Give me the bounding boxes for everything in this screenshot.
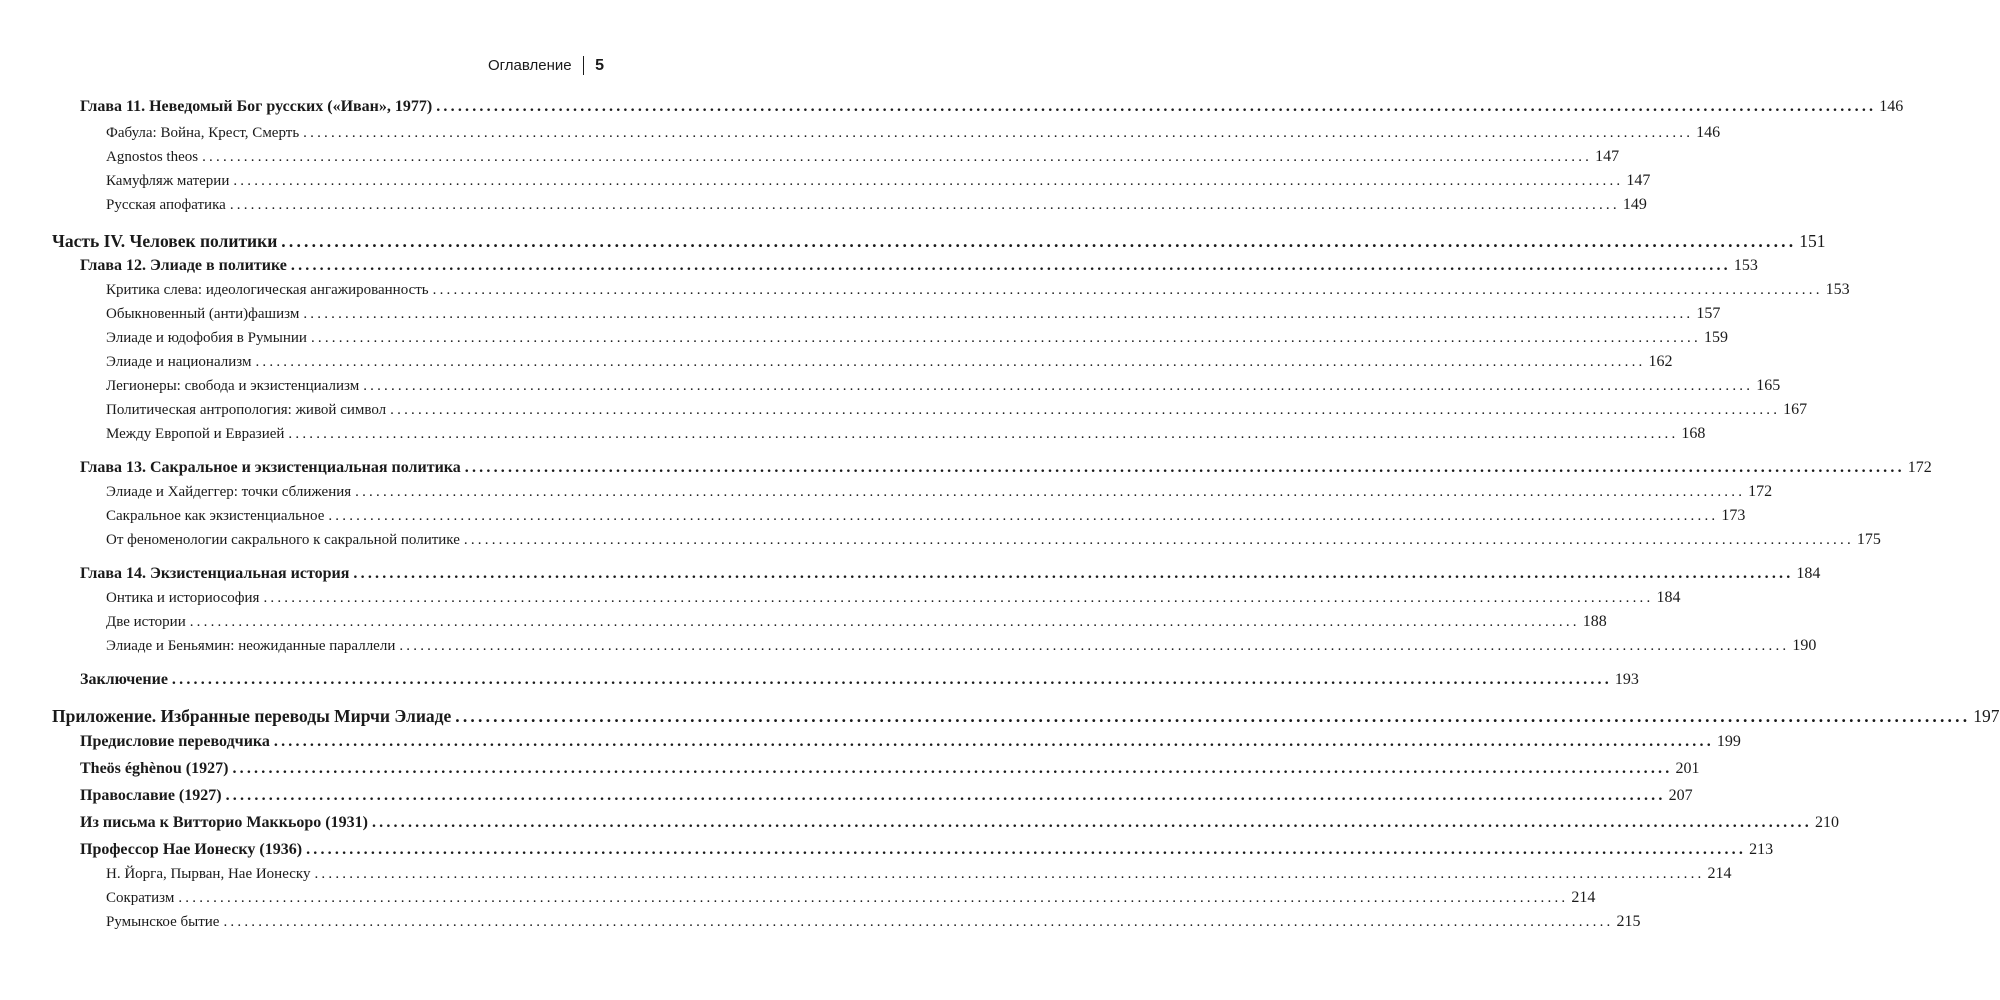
dot-leader: ........................................................................................................................................................................................................	[281, 231, 1797, 251]
page-number: 5	[595, 56, 604, 74]
running-head	[488, 56, 604, 75]
toc-chapter-entry	[80, 459, 1932, 477]
dot-leader: ........................................................................................................................................................................................................	[233, 173, 1624, 189]
dot-leader: ........................................................................................................................................................................................................	[273, 733, 1714, 750]
toc-section-entry	[106, 507, 1746, 525]
dot-leader: ........................................................................................................................................................................................................	[189, 614, 1580, 630]
dot-leader: ........................................................................................................................................................................................................	[310, 330, 1701, 346]
dot-leader: ........................................................................................................................................................................................................	[363, 378, 1754, 394]
toc-section-entry	[106, 613, 1607, 631]
toc-entry-title: Две истории	[106, 614, 186, 630]
toc-entry-page: 157	[1696, 305, 1721, 322]
dot-leader: ........................................................................................................................................................................................................	[225, 787, 1666, 804]
toc-entry-title: Часть IV. Человек политики	[52, 231, 278, 251]
toc-entry-title: Глава 14. Экзистенциальная история	[80, 565, 350, 582]
dot-leader: ........................................................................................................................................................................................................	[432, 282, 1823, 298]
toc-entry-title: Политическая антропология: живой символ	[106, 402, 387, 418]
toc-entry-page: 172	[1907, 459, 1932, 476]
toc-entry-page: 197	[1973, 706, 2000, 726]
dot-leader: ........................................................................................................................................................................................................	[303, 125, 1694, 141]
toc-section-entry	[106, 281, 1850, 299]
toc-entry-title: От феноменологии сакрального к сакральной политике	[106, 532, 460, 548]
toc-entry-title: Обыкновенный (анти)фашизм	[106, 306, 300, 322]
toc-entry-title: Глава 12. Элиаде в политике	[80, 257, 287, 274]
toc-entry-title: Agnostos theos	[106, 149, 199, 165]
toc-entry-page: 153	[1733, 257, 1758, 274]
toc-entry-page: 210	[1814, 814, 1839, 831]
toc-chapter-entry	[80, 760, 1700, 778]
dot-leader: ........................................................................................................................................................................................................	[353, 565, 1794, 582]
dot-leader: ........................................................................................................................................................................................................	[436, 98, 1877, 115]
toc-entry-title: Элиаде и Беньямин: неожиданные параллели	[106, 638, 396, 654]
toc-entry-page: 213	[1749, 841, 1774, 858]
dot-leader: ........................................................................................................................................................................................................	[371, 814, 1812, 831]
dot-leader: ........................................................................................................................................................................................................	[455, 706, 1971, 726]
dot-leader: ........................................................................................................................................................................................................	[263, 590, 1654, 606]
toc-entry-title: Онтика и историософия	[106, 590, 260, 606]
toc-section-entry	[106, 913, 1641, 931]
dot-leader: ........................................................................................................................................................................................................	[255, 354, 1646, 370]
toc-entry-page: 184	[1656, 589, 1681, 606]
toc-entry-title: Православие (1927)	[80, 787, 222, 804]
dot-leader: ........................................................................................................................................................................................................	[178, 890, 1569, 906]
toc-entry-page: 184	[1796, 565, 1821, 582]
toc-entry-page: 146	[1696, 124, 1721, 141]
toc-entry-title: Профессор Нае Ионеску (1936)	[80, 841, 303, 858]
toc-entry-page: 147	[1626, 172, 1651, 189]
toc-part-entry	[52, 231, 1826, 252]
toc-entry-page: 173	[1721, 507, 1746, 524]
dot-leader: ........................................................................................................................................................................................................	[314, 866, 1705, 882]
toc-section-entry	[106, 377, 1781, 395]
toc-entry-page: 168	[1681, 425, 1706, 442]
toc-entry-title: Theös éghènou (1927)	[80, 760, 229, 777]
toc-section-entry	[106, 483, 1773, 501]
dot-leader: ........................................................................................................................................................................................................	[171, 671, 1612, 688]
toc-section-entry	[106, 124, 1721, 142]
dot-leader: ........................................................................................................................................................................................................	[399, 638, 1790, 654]
toc-entry-page: 193	[1614, 671, 1639, 688]
toc-section-entry	[106, 589, 1681, 607]
toc-entry-title: Между Европой и Евразией	[106, 426, 285, 442]
toc-chapter-entry	[80, 841, 1774, 859]
toc-entry-page: 172	[1748, 483, 1773, 500]
dot-leader: ........................................................................................................................................................................................................	[306, 841, 1747, 858]
toc-entry-page: 162	[1648, 353, 1673, 370]
dot-leader: ........................................................................................................................................................................................................	[355, 484, 1746, 500]
dot-leader: ........................................................................................................................................................................................................	[288, 426, 1679, 442]
toc-entry-title: Элиаде и Хайдеггер: точки сближения	[106, 484, 352, 500]
dot-leader: ........................................................................................................................................................................................................	[328, 508, 1719, 524]
toc-entry-title: Легионеры: свобода и экзистенциализм	[106, 378, 360, 394]
dot-leader: ........................................................................................................................................................................................................	[390, 402, 1781, 418]
toc-entry-title: Фабула: Война, Крест, Смерть	[106, 125, 300, 141]
toc-entry-page: 190	[1792, 637, 1817, 654]
toc-section-entry	[106, 305, 1721, 323]
header-divider	[583, 56, 585, 75]
section-title: Оглавление	[487, 57, 572, 74]
toc-entry-title: Камуфляж материи	[106, 173, 230, 189]
toc-chapter-entry	[80, 787, 1693, 805]
dot-leader: ........................................................................................................................................................................................................	[464, 459, 1905, 476]
toc-section-entry	[106, 401, 1808, 419]
toc-part-entry	[52, 706, 2000, 727]
toc-section-entry	[106, 196, 1647, 214]
toc-chapter-entry	[80, 671, 1639, 689]
toc-entry-title: Румынское бытие	[106, 914, 220, 930]
toc-entry-page: 199	[1716, 733, 1741, 750]
toc-entry-page: 165	[1756, 377, 1781, 394]
toc-section-entry	[106, 531, 1881, 549]
toc-chapter-entry	[80, 814, 1839, 832]
dot-leader: ........................................................................................................................................................................................................	[463, 532, 1854, 548]
toc-entry-page: 149	[1622, 196, 1647, 213]
toc-entry-page: 215	[1616, 913, 1641, 930]
toc-chapter-entry	[80, 257, 1758, 275]
toc-entry-title: Сакральное как экзистенциальное	[106, 508, 325, 524]
toc-entry-page: 214	[1571, 889, 1596, 906]
toc-entry-page: 201	[1675, 760, 1700, 777]
toc-entry-title: Заключение	[80, 671, 168, 688]
toc-entry-title: Н. Йорга, Пырван, Нае Ионеску	[106, 866, 311, 882]
toc-section-entry	[106, 353, 1673, 371]
dot-leader: ........................................................................................................................................................................................................	[303, 306, 1694, 322]
toc-entry-page: 146	[1879, 98, 1904, 115]
toc-section-entry	[106, 889, 1596, 907]
toc-entry-title: Глава 13. Сакральное и экзистенциальная политика	[80, 459, 461, 476]
toc-entry-title: Приложение. Избранные переводы Мирчи Элиаде	[52, 706, 452, 726]
toc-section-entry	[106, 865, 1732, 883]
toc-section-entry	[106, 637, 1817, 655]
toc-entry-page: 153	[1825, 281, 1850, 298]
toc-entry-page: 147	[1595, 148, 1620, 165]
toc-section-entry	[106, 148, 1620, 166]
toc-entry-title: Глава 11. Неведомый Бог русских («Иван», 1977)	[80, 98, 433, 115]
toc-entry-page: 188	[1582, 613, 1607, 630]
toc-entry-title: Русская апофатика	[106, 197, 226, 213]
toc-entry-title: Предисловие переводчика	[80, 733, 270, 750]
dot-leader: ........................................................................................................................................................................................................	[202, 149, 1593, 165]
dot-leader: ........................................................................................................................................................................................................	[229, 197, 1620, 213]
toc-entry-title: Элиаде и национализм	[106, 354, 252, 370]
toc-chapter-entry	[80, 98, 1904, 116]
toc-entry-title: Сократизм	[106, 890, 175, 906]
toc-chapter-entry	[80, 565, 1821, 583]
toc-entry-title: Элиаде и юдофобия в Румынии	[106, 330, 307, 346]
toc-entry-page: 214	[1707, 865, 1732, 882]
toc-entry-page: 167	[1783, 401, 1808, 418]
toc-chapter-entry	[80, 733, 1741, 751]
toc-section-entry	[106, 425, 1706, 443]
toc-entry-page: 175	[1856, 531, 1881, 548]
toc-entry-page: 151	[1799, 231, 1826, 251]
dot-leader: ........................................................................................................................................................................................................	[232, 760, 1673, 777]
toc-entry-page: 159	[1703, 329, 1728, 346]
dot-leader: ........................................................................................................................................................................................................	[223, 914, 1614, 930]
toc-entry-title: Критика слева: идеологическая ангажированность	[106, 282, 429, 298]
toc-entry-title: Из письма к Витторио Маккьоро (1931)	[80, 814, 368, 831]
dot-leader: ........................................................................................................................................................................................................	[290, 257, 1731, 274]
toc-entry-page: 207	[1668, 787, 1693, 804]
toc-section-entry	[106, 329, 1728, 347]
toc-section-entry	[106, 172, 1651, 190]
